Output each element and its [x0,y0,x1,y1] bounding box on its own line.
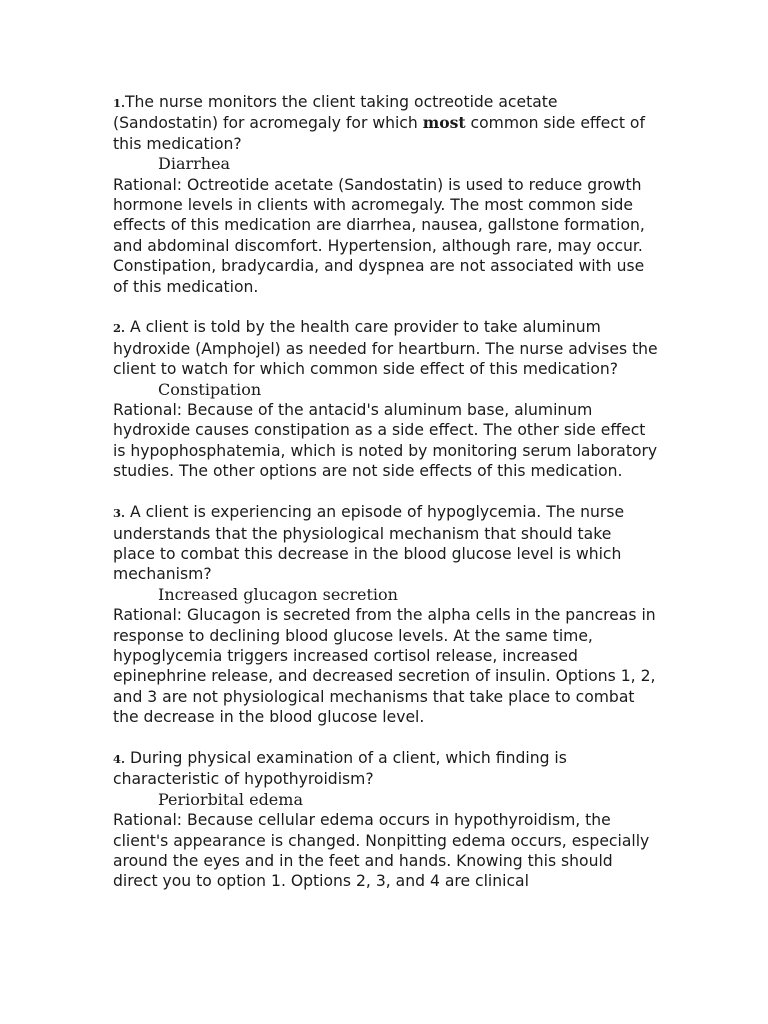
question-text [113,92,658,154]
answer-text: Constipation [158,379,262,399]
rationale-text: Rational: Because of the antacid's aluminum base, aluminum hydroxide causes constipation as a side effect. The other side effect is hypophosphatemia, which is noted by monitoring serum laboratory studies. The other options are not side effects of this medication. [113,401,658,481]
rationale-text: Rational: Because cellular edema occurs in hypothyroidism, the client's appearance is changed. Nonpitting edema occurs, especially around the eyes and in the feet and hands. Knowing this should direct you to option 1. Options 2, 3, and 4 are clinical [113,811,650,891]
question-text [113,317,658,379]
question-text-part: A client is told by the health care provider to take aluminum hydroxide (Amphojel) as needed for heartburn. The nurse advises the client to watch for which common side effect of this medication? [113,318,658,379]
question-number: 4. [113,751,126,766]
question-text-part: A client is experiencing an episode of hypoglycemia. The nurse understands that the physiological mechanism that should take place to combat this decrease in the blood glucose level is which mechanism? [113,503,625,584]
question-number: 1. [113,96,126,110]
question-text [113,748,658,790]
rationale-text: Rational: Octreotide acetate (Sandostatin) is used to reduce growth hormone levels in clients with acromegaly. The most common side effects of this medication are diarrhea, nausea, gallstone formation, and abdominal discomfort. Hypertension, although rare, may occur. Constipation, bradycardia, and dyspnea are not associated with use of this medication. [113,175,645,296]
question-text-part: common side effect of this medication? [113,114,645,153]
document-page [113,92,658,912]
question-text [113,502,658,585]
question-block-1 [113,92,658,297]
question-number: 3. [113,506,126,521]
question-block-3 [113,502,658,727]
question-number: 2. [113,321,126,336]
question-block-2 [113,317,658,481]
answer-text: Increased glucagon secretion [158,584,398,604]
question-text-part: The nurse monitors the client taking octreotide acetate (Sandostatin) for acromegaly for which [113,93,558,133]
question-block-4 [113,748,658,892]
answer-text: Diarrhea [158,154,231,174]
answer-text: Periorbital edema [158,789,303,809]
question-text-part: During physical examination of a client, which finding is characteristic of hypothyroidism? [113,748,567,789]
emphasized-word: most [422,113,466,133]
rationale-text: Rational: Glucagon is secreted from the alpha cells in the pancreas in response to declining blood glucose levels. At the same time, hypoglycemia triggers increased cortisol release, increased epinephrine release, and decreased secretion of insulin. Options 1, 2, and 3 are not physiological mechanisms that take place to combat the decrease in the blood glucose level. [113,606,656,727]
